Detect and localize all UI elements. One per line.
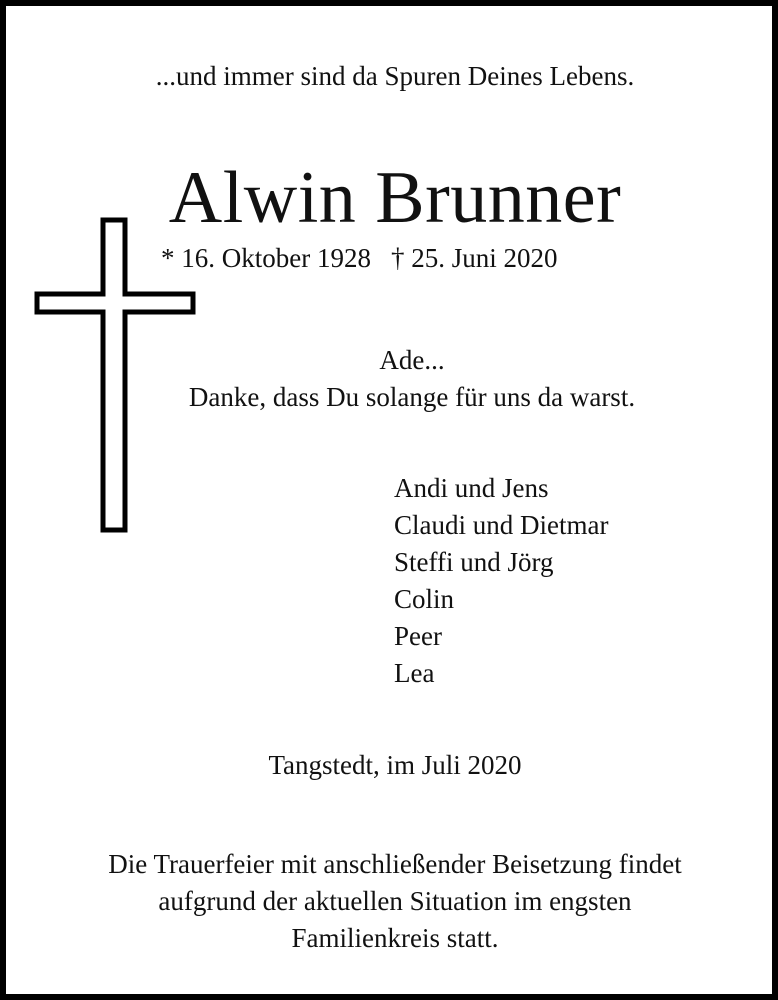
farewell-block xyxy=(6,342,778,416)
funeral-notice xyxy=(6,846,778,957)
family-member: Steffi und Jörg xyxy=(394,547,554,577)
family-member: Andi und Jens xyxy=(394,473,549,503)
notice-line: Die Trauerfeier mit anschließender Beisetzung findet xyxy=(108,849,682,879)
family-list xyxy=(394,470,608,692)
motto-line: ...und immer sind da Spuren Deines Lebens. xyxy=(155,61,635,91)
notice-line: aufgrund der aktuellen Situation im engsten xyxy=(158,886,632,916)
farewell-line: Ade... xyxy=(379,345,445,375)
family-member: Lea xyxy=(394,658,435,688)
farewell-line: Danke, dass Du solange für uns da warst. xyxy=(188,382,636,412)
family-member: Colin xyxy=(394,584,455,614)
notice-line: Familienkreis statt. xyxy=(291,923,499,953)
deceased-name: Alwin Brunner xyxy=(168,157,622,239)
death-date: † 25. Juni 2020 xyxy=(390,243,558,273)
birth-date: * 16. Oktober 1928 xyxy=(161,243,371,273)
life-dates xyxy=(161,243,558,274)
place-and-date: Tangstedt, im Juli 2020 xyxy=(268,750,522,780)
family-member: Claudi und Dietmar xyxy=(394,510,609,540)
family-member: Peer xyxy=(394,621,442,651)
